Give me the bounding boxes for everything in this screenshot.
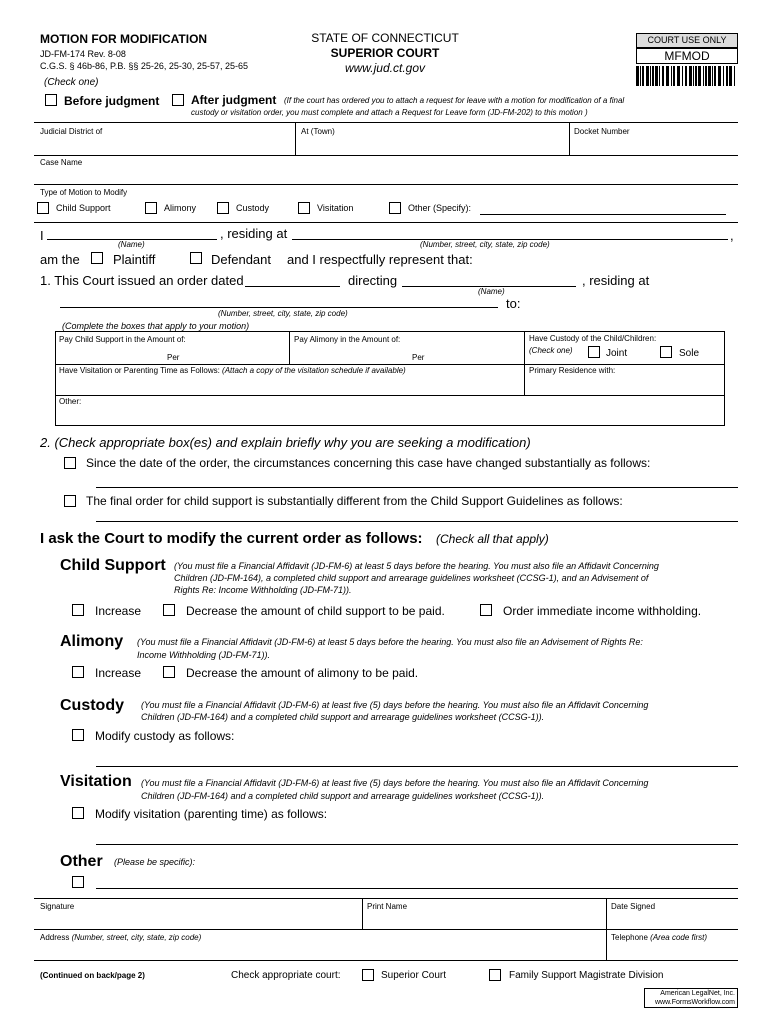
type-child-support-checkbox[interactable] (37, 202, 49, 214)
visitation-note-2: Children (JD-FM-164) and a completed child support and arrearage guidelines worksheet (CCSG-1)). (141, 791, 545, 801)
changed-circumstances-checkbox[interactable] (64, 457, 76, 469)
after-judgment-note-2: custody or visitation order, you must complete and attach a Request for Leave form (JD-FM-202) to this motion ) (191, 108, 588, 117)
publisher-name: American LegalNet, Inc. (660, 990, 735, 997)
court-use-label: COURT USE ONLY (636, 33, 738, 48)
changed-circumstances-field[interactable] (96, 487, 738, 488)
court-code: MFMOD (636, 48, 738, 64)
child-support-note-2: Children (JD-FM-164), a completed child support and arrearage guidelines worksheet (CCSG-1), and an Advisement of (174, 573, 649, 583)
after-judgment-note: (If the court has ordered you to attach a request for leave with a motion for modification of a final (284, 96, 625, 105)
guidelines-difference-checkbox[interactable] (64, 495, 76, 507)
other-title: Other (60, 853, 103, 870)
am-the-label: am the (40, 252, 80, 267)
alimony-title: Alimony (60, 633, 124, 650)
ask-heading: I ask the Court to modify the current order as follows: (40, 530, 423, 547)
alimony-note-1: (You must file a Financial Affidavit (JD-FM-6) at least 5 days before the hearing. You must also file an Advisement of Rights Re: (137, 637, 643, 647)
judicial-district-label: Judicial District of (40, 127, 103, 136)
order-date-field[interactable] (245, 286, 340, 287)
alimony-note-2: Income Withholding (JD-FM-71)). (137, 650, 270, 660)
modify-visitation-checkbox[interactable] (72, 807, 84, 819)
pay-child-support-label: Pay Child Support in the Amount of: (59, 335, 186, 344)
alimony-per-label: Per (412, 353, 425, 362)
plaintiff-label: Plaintiff (113, 252, 156, 267)
cs-increase-checkbox[interactable] (72, 604, 84, 616)
primary-residence-label: Primary Residence with: (529, 366, 616, 375)
type-other-checkbox[interactable] (389, 202, 401, 214)
custody-title: Custody (60, 697, 124, 714)
superior-court-label: Superior Court (381, 970, 447, 981)
sole-checkbox[interactable] (660, 346, 672, 358)
court-name: SUPERIOR COURT (330, 46, 440, 60)
complete-boxes-label: (Complete the boxes that apply to your motion) (62, 321, 250, 331)
visitation-label: Have Visitation or Parenting Time as Follows: (Attach a copy of the visitation schedule if available) (59, 366, 406, 375)
form-title: MOTION FOR MODIFICATION (40, 32, 208, 46)
party-name-caption: (Name) (118, 240, 145, 249)
income-withholding-checkbox[interactable] (480, 604, 492, 616)
town-label: At (Town) (301, 127, 335, 136)
continued-label: (Continued on back/page 2) (40, 971, 145, 980)
cs-decrease-checkbox[interactable] (163, 604, 175, 616)
modify-visitation-field[interactable] (96, 844, 738, 845)
party-i-label: I (40, 228, 44, 243)
child-support-note-1: (You must file a Financial Affidavit (JD-FM-6) at least 5 days before the hearing. You must also file an Affidavit Concerning (174, 561, 659, 571)
custody-note-2: Children (JD-FM-164) and a completed child support and arrearage guidelines worksheet (CCSG-1)). (141, 712, 545, 722)
state-name: STATE OF CONNECTICUT (311, 31, 459, 45)
after-judgment-checkbox[interactable] (172, 94, 184, 106)
modify-custody-checkbox[interactable] (72, 729, 84, 741)
income-withholding-label: Order immediate income withholding. (503, 604, 702, 618)
alimony-increase-checkbox[interactable] (72, 666, 84, 678)
fsmd-checkbox[interactable] (489, 969, 501, 981)
party-address-caption: (Number, street, city, state, zip code) (420, 240, 550, 249)
to-label: to: (506, 296, 521, 311)
superior-court-checkbox[interactable] (362, 969, 374, 981)
cs-increase-label: Increase (95, 604, 142, 618)
type-custody-checkbox[interactable] (217, 202, 229, 214)
alimony-increase-label: Increase (95, 666, 142, 680)
represent-label: and I respectfully represent that: (287, 252, 473, 267)
motion-type-label: Type of Motion to Modify (40, 188, 128, 197)
publisher-box (644, 988, 738, 1008)
joint-checkbox[interactable] (588, 346, 600, 358)
item2-heading: 2. (Check appropriate box(es) and explain briefly why you are seeking a modification) (40, 435, 531, 450)
before-judgment-checkbox[interactable] (45, 94, 57, 106)
visitation-note-1: (You must file a Financial Affidavit (JD-FM-6) at least five (5) days before the hearing. You must also file an Affidavit Concerning (141, 778, 649, 788)
before-judgment-label: Before judgment (64, 94, 160, 108)
barcode-image (636, 66, 738, 86)
check-one-label: (Check one) (44, 77, 99, 88)
have-custody-label: Have Custody of the Child/Children: (529, 334, 657, 343)
type-visitation-label: Visitation (317, 203, 354, 213)
statutes: C.G.S. § 46b-86, P.B. §§ 25-26, 25-30, 25-57, 25-65 (40, 61, 248, 71)
type-child-support-label: Child Support (56, 203, 111, 213)
type-other-label: Other (Specify): (408, 203, 472, 213)
other-specify-field[interactable] (480, 214, 726, 215)
item1-address-field[interactable] (60, 307, 498, 308)
other-label: Other: (59, 397, 82, 406)
after-judgment-label: After judgment (191, 93, 277, 107)
child-support-per-label: Per (167, 353, 180, 362)
type-custody-label: Custody (236, 203, 270, 213)
fsmd-label: Family Support Magistrate Division (509, 970, 664, 981)
modify-custody-field[interactable] (96, 766, 738, 767)
custody-check-one: (Check one) (529, 346, 573, 355)
child-support-note-3: Rights Re: Income Withholding (JD-FM-71)). (174, 585, 352, 595)
publisher-url: www.FormsWorkflow.com (655, 999, 735, 1006)
item1-name-caption: (Name) (478, 287, 505, 296)
guidelines-difference-field[interactable] (96, 521, 738, 522)
other-request-checkbox[interactable] (72, 876, 84, 888)
guidelines-difference-label: The final order for child support is substantially different from the Child Support Guidelines as follows: (86, 494, 623, 508)
check-court-label: Check appropriate court: (231, 970, 341, 981)
docket-number-label: Docket Number (574, 127, 630, 136)
date-signed-label: Date Signed (611, 902, 656, 911)
check-all-label: (Check all that apply) (436, 532, 549, 546)
case-name-label: Case Name (40, 158, 83, 167)
plaintiff-checkbox[interactable] (91, 252, 103, 264)
changed-circumstances-label: Since the date of the order, the circumstances concerning this case have changed substantially as follows: (86, 456, 651, 470)
type-alimony-checkbox[interactable] (145, 202, 157, 214)
alimony-decrease-label: Decrease the amount of alimony to be paid. (186, 666, 419, 680)
telephone-label: Telephone (Area code first) (611, 933, 708, 942)
visitation-title: Visitation (60, 773, 132, 790)
defendant-checkbox[interactable] (190, 252, 202, 264)
party-residing-label: , residing at (220, 226, 288, 241)
print-name-label: Print Name (367, 902, 408, 911)
alimony-decrease-checkbox[interactable] (163, 666, 175, 678)
directing-label: directing (348, 273, 398, 288)
item1-text: 1. This Court issued an order dated (40, 273, 244, 288)
other-note: (Please be specific): (114, 857, 196, 867)
item1-address-caption: (Number, street, city, state, zip code) (218, 309, 348, 318)
modify-custody-label: Modify custody as follows: (95, 729, 235, 743)
defendant-label: Defendant (211, 252, 271, 267)
court-website: www.jud.ct.gov (344, 61, 426, 75)
joint-label: Joint (606, 348, 628, 359)
custody-note-1: (You must file a Financial Affidavit (JD-FM-6) at least five (5) days before the hearing. You must also file an Affidavit Concerning (141, 700, 649, 710)
item1-residing-label: , residing at (582, 273, 650, 288)
cs-decrease-label: Decrease the amount of child support to be paid. (186, 604, 445, 618)
type-visitation-checkbox[interactable] (298, 202, 310, 214)
child-support-title: Child Support (60, 557, 166, 574)
order-details-table (55, 331, 725, 426)
address-label: Address (Number, street, city, state, zip code) (40, 933, 202, 942)
form-number: JD-FM-174 Rev. 8-08 (40, 49, 126, 59)
modify-visitation-label: Modify visitation (parenting time) as follows: (95, 807, 328, 821)
sole-label: Sole (679, 348, 700, 359)
type-alimony-label: Alimony (164, 203, 197, 213)
other-request-field[interactable] (96, 888, 738, 889)
signature-label: Signature (40, 902, 75, 911)
pay-alimony-label: Pay Alimony in the Amount of: (294, 335, 401, 344)
